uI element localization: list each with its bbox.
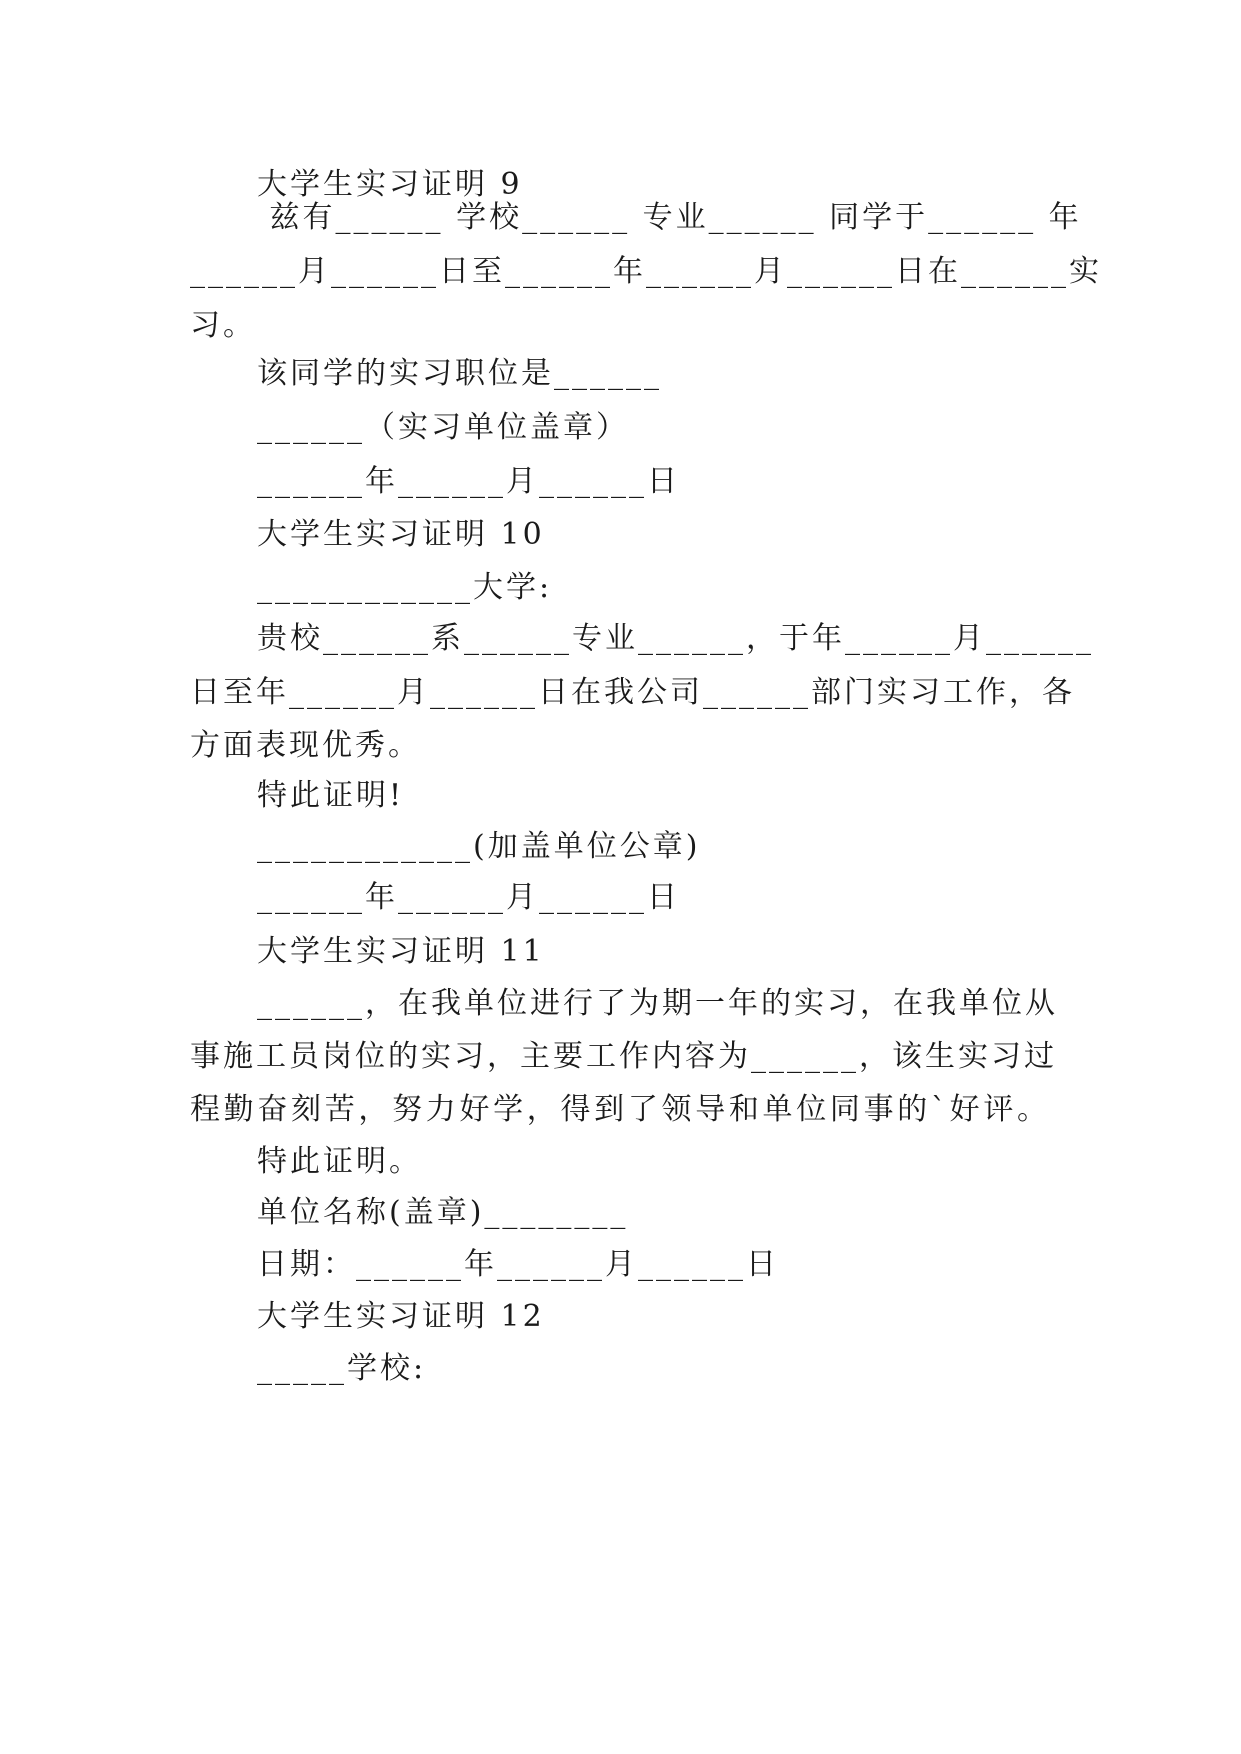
heading-certificate-12: 大学生实习证明 12 bbox=[257, 1299, 545, 1334]
paragraph-line: 兹有______ 学校______ 专业______ 同学于______ 年 bbox=[257, 200, 1082, 235]
paragraph-line: 日至年______月______日在我公司______部门实习工作，各 bbox=[190, 675, 1075, 710]
unit-name-line: 单位名称(盖章)________ bbox=[257, 1195, 629, 1230]
paragraph-line: ______，在我单位进行了为期一年的实习，在我单位从 bbox=[257, 986, 1058, 1021]
heading-certificate-9: 大学生实习证明 9 bbox=[257, 167, 523, 202]
paragraph-line: 该同学的实习职位是______ bbox=[257, 356, 662, 391]
paragraph-line: 习。 bbox=[190, 308, 256, 343]
heading-certificate-11: 大学生实习证明 11 bbox=[257, 934, 545, 969]
paragraph-line: 程勤奋刻苦，努力好学，得到了领导和单位同事的`好评。 bbox=[190, 1092, 1050, 1127]
certify-line: 特此证明。 bbox=[257, 1144, 422, 1179]
paragraph-line: 事施工员岗位的实习，主要工作内容为______，该生实习过 bbox=[190, 1039, 1057, 1074]
salutation-line: ____________大学: bbox=[257, 570, 553, 605]
paragraph-line: 方面表现优秀。 bbox=[190, 728, 421, 763]
date-line: ______年______月______日 bbox=[257, 880, 680, 915]
seal-line: ____________(加盖单位公章) bbox=[257, 829, 701, 864]
salutation-line: _____学校: bbox=[257, 1351, 427, 1386]
date-line: ______年______月______日 bbox=[257, 464, 680, 499]
heading-certificate-10: 大学生实习证明 10 bbox=[257, 517, 545, 552]
seal-line: ______（实习单位盖章） bbox=[257, 410, 629, 445]
paragraph-line: ______月______日至______年______月______日在______实 bbox=[190, 254, 1102, 289]
paragraph-line: 贵校______系______专业______，于年______月______ bbox=[257, 621, 1094, 656]
certify-line: 特此证明! bbox=[257, 778, 405, 813]
date-line: 日期：______年______月______日 bbox=[257, 1247, 779, 1282]
